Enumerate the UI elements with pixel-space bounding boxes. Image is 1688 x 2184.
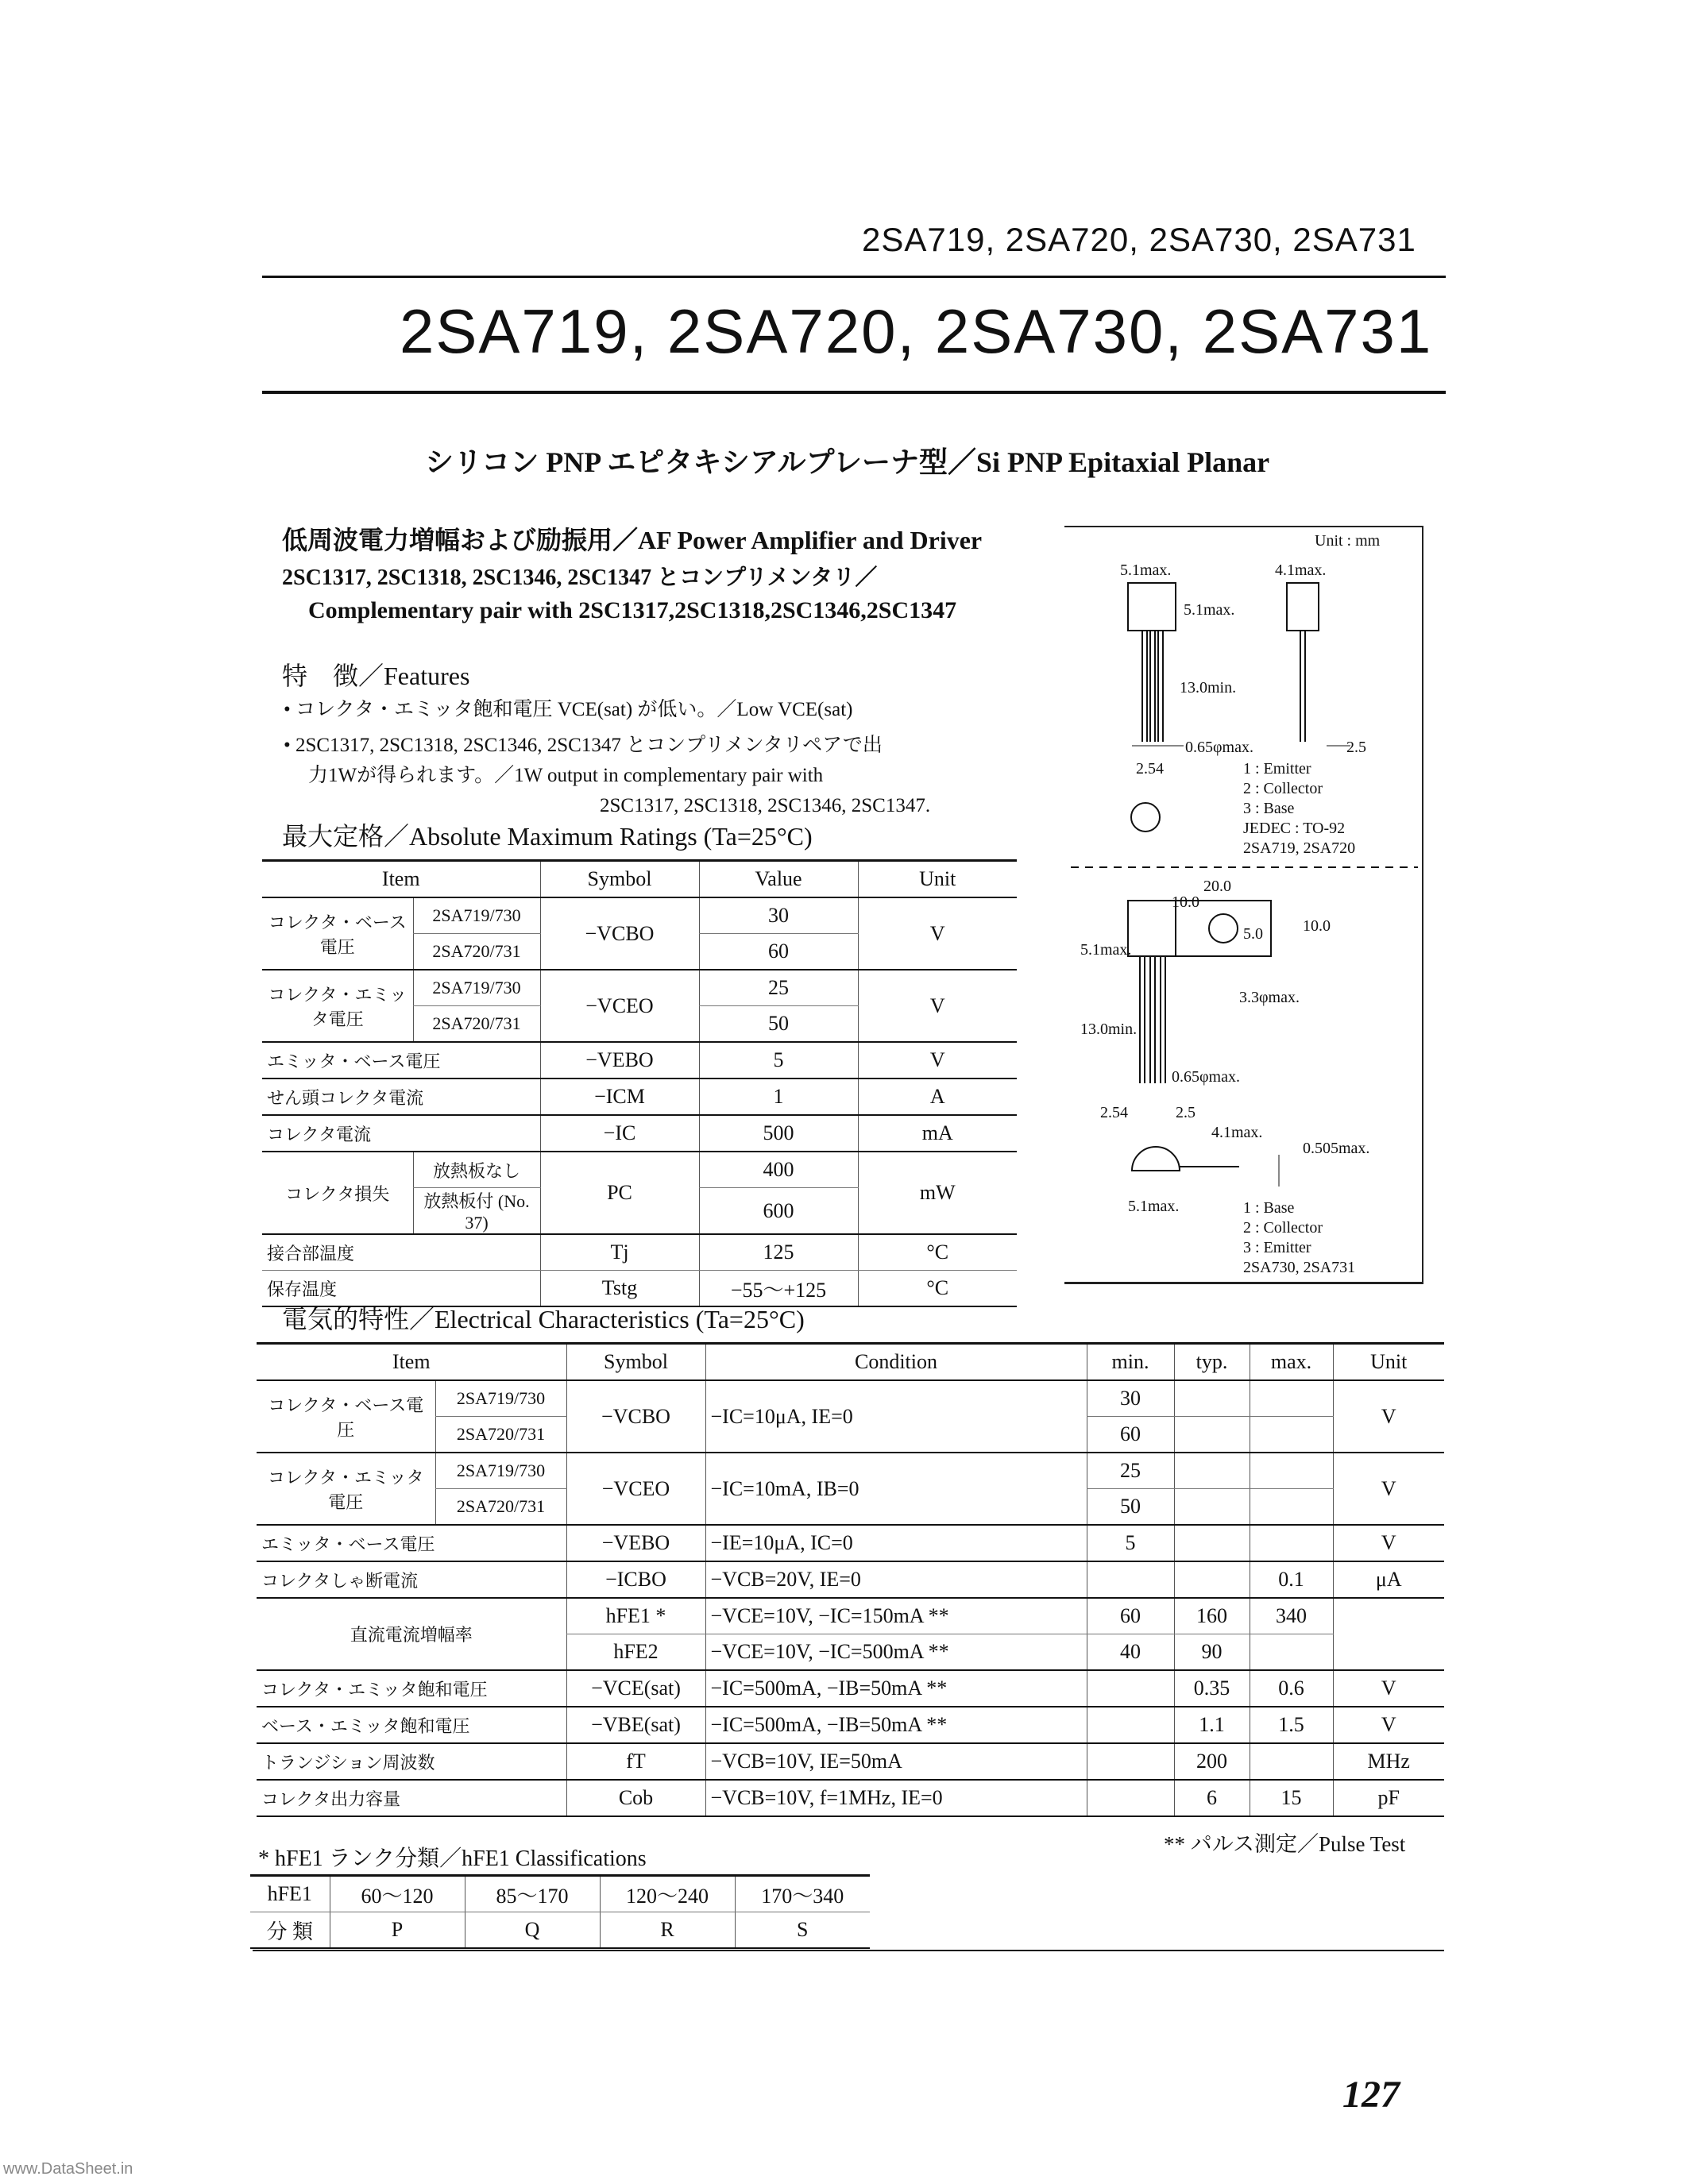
- dim-to92-pitch: 2.54: [1136, 760, 1164, 778]
- elec-hfe1-max: 340: [1250, 1598, 1333, 1634]
- row-vceo-symbol: −VCEO: [540, 970, 699, 1042]
- elec-vbesat-name: ベース・エミッタ飽和電圧: [257, 1707, 566, 1743]
- row-vebo-unit: V: [858, 1042, 1017, 1078]
- elec-vebo-typ: [1174, 1525, 1250, 1561]
- elec-icbo-name: コレクタしゃ断電流: [257, 1561, 566, 1598]
- elec-hfe-unit: [1333, 1598, 1444, 1670]
- features-item2c: 2SC1317, 2SC1318, 2SC1346, 2SC1347.: [600, 795, 931, 816]
- row-vebo-name: エミッタ・ベース電圧: [262, 1042, 540, 1078]
- application-line3: Complementary pair with 2SC1317,2SC1318,2SC1346,2SC1347: [308, 597, 957, 623]
- elec-ft-symbol: fT: [566, 1743, 705, 1780]
- elec-vcbo-min1: 30: [1087, 1380, 1174, 1417]
- elec-cob-condition: −VCB=10V, f=1MHz, IE=0: [705, 1780, 1087, 1816]
- elec-hfe2-symbol: hFE2: [566, 1634, 705, 1671]
- elec-hfe1-condition: −VCE=10V, −IC=150mA **: [705, 1598, 1087, 1634]
- row-pc-value1: 400: [699, 1152, 858, 1188]
- features-item2a: • 2SC1317, 2SC1318, 2SC1346, 2SC1347 とコンプリメンタリペアで出: [284, 735, 883, 756]
- elec-vbesat-min: [1087, 1707, 1174, 1743]
- elec-hfe2-condition: −VCE=10V, −IC=500mA **: [705, 1634, 1087, 1671]
- application-line1: 低周波電力増幅および励振用／AF Power Amplifier and Driver: [282, 526, 983, 554]
- elec-vcbo-typ2: [1174, 1417, 1250, 1453]
- elec-icbo-symbol: −ICBO: [566, 1561, 705, 1598]
- elec-vcbo-condition: −IC=10μA, IE=0: [705, 1380, 1087, 1453]
- row-tj-symbol: Tj: [540, 1234, 699, 1271]
- features-item2b: 力1Wが得られます。／1W output in complementary pair with: [308, 765, 824, 786]
- to126-pin1: 1 : Base: [1243, 1199, 1295, 1217]
- elec-vcesat-typ: 0.35: [1174, 1670, 1250, 1707]
- features-heading: 特 徴／Features: [282, 662, 470, 690]
- hfe-range-s: 170〜340: [735, 1876, 870, 1912]
- hfe-class-row2-label: 分 類: [250, 1912, 330, 1949]
- dim-to92-lead-dia: 0.65φmax.: [1185, 739, 1253, 756]
- elec-vceo-unit: V: [1333, 1453, 1444, 1525]
- dim-to92-body-height: 5.1max.: [1184, 601, 1235, 619]
- row-pc-value2: 600: [699, 1188, 858, 1235]
- hfe-class-row1-label: hFE1: [250, 1876, 330, 1912]
- elec-col-max: max.: [1250, 1344, 1333, 1381]
- features-item1: • コレクタ・エミッタ飽和電圧 VCE(sat) が低い。／Low VCE(sat): [284, 699, 853, 720]
- hfe-rank-r: R: [600, 1912, 735, 1949]
- to92-pin1: 1 : Emitter: [1243, 760, 1311, 778]
- elec-vcbo-model1: 2SA719/730: [435, 1380, 566, 1417]
- dim-to126-offset: 2.5: [1176, 1104, 1196, 1121]
- hfe-rank-p: P: [330, 1912, 465, 1949]
- elec-col-typ: typ.: [1174, 1344, 1250, 1381]
- row-tstg-symbol: Tstg: [540, 1271, 699, 1307]
- elec-icbo-unit: μA: [1333, 1561, 1444, 1598]
- package-outline-drawing: [1064, 527, 1422, 1282]
- to126-parts: 2SA730, 2SA731: [1243, 1259, 1356, 1276]
- elec-vbesat-symbol: −VBE(sat): [566, 1707, 705, 1743]
- row-vceo-unit: V: [858, 970, 1017, 1042]
- to92-body-side: [1287, 583, 1319, 631]
- dim-to92-lead-length: 13.0min.: [1180, 679, 1237, 696]
- row-vcbo-symbol: −VCBO: [540, 897, 699, 970]
- row-pc-symbol: PC: [540, 1152, 699, 1234]
- elec-vbesat-unit: V: [1333, 1707, 1444, 1743]
- elec-hfe2-typ: 90: [1174, 1634, 1250, 1671]
- elec-icbo-max: 0.1: [1250, 1561, 1333, 1598]
- elec-hfe1-min: 60: [1087, 1598, 1174, 1634]
- elec-ft-name: トランジション周波数: [257, 1743, 566, 1780]
- to126-pin2: 2 : Collector: [1243, 1219, 1323, 1237]
- row-vcbo-name: コレクタ・ベース電圧: [262, 897, 413, 970]
- elec-col-min: min.: [1087, 1344, 1174, 1381]
- hfe-class-table: [250, 1874, 870, 1949]
- row-pc-name: コレクタ損失: [262, 1152, 413, 1234]
- row-vceo-value1: 25: [699, 970, 858, 1006]
- row-pc-cond1: 放熱板なし: [413, 1152, 540, 1188]
- elec-vcbo-model2: 2SA720/731: [435, 1417, 566, 1453]
- row-vcbo-value1: 30: [699, 897, 858, 934]
- elec-vebo-condition: −IE=10μA, IC=0: [705, 1525, 1087, 1561]
- dim-to92-body-width: 5.1max.: [1120, 561, 1172, 579]
- hfe-rank-q: Q: [465, 1912, 600, 1949]
- elec-vceo-typ2: [1174, 1489, 1250, 1526]
- row-vceo-name: コレクタ・エミッタ電圧: [262, 970, 413, 1042]
- row-ic-unit: mA: [858, 1115, 1017, 1152]
- elec-vebo-unit: V: [1333, 1525, 1444, 1561]
- row-pc-unit: mW: [858, 1152, 1017, 1234]
- elec-vcbo-min2: 60: [1087, 1417, 1174, 1453]
- header-part-numbers: 2SA719, 2SA720, 2SA730, 2SA731: [862, 221, 1416, 258]
- dim-to126-hole-offset: 5.0: [1243, 925, 1263, 943]
- elec-vceo-min2: 50: [1087, 1489, 1174, 1526]
- dim-to92-offset: 2.5: [1346, 739, 1366, 756]
- dim-to126-body-width: 5.1max.: [1128, 1198, 1180, 1215]
- elec-cob-min: [1087, 1780, 1174, 1816]
- elec-col-unit: Unit: [1333, 1344, 1444, 1381]
- row-ic-value: 500: [699, 1115, 858, 1152]
- title-rule: [262, 391, 1446, 394]
- hfe-range-p: 60〜120: [330, 1876, 465, 1912]
- elec-cob-symbol: Cob: [566, 1780, 705, 1816]
- col-item: Item: [262, 861, 540, 898]
- dim-to126-lead-dia: 0.65φmax.: [1172, 1068, 1240, 1086]
- dim-to126-lead-length: 13.0min.: [1080, 1021, 1138, 1038]
- row-vcbo-model1: 2SA719/730: [413, 897, 540, 934]
- dim-to92-side-width: 4.1max.: [1275, 561, 1327, 579]
- to92-jedec: JEDEC : TO-92: [1243, 820, 1346, 837]
- elec-hfe2-min: 40: [1087, 1634, 1174, 1671]
- elec-vceo-condition: −IC=10mA, IB=0: [705, 1453, 1087, 1525]
- elec-col-condition: Condition: [705, 1344, 1087, 1381]
- elec-vcesat-symbol: −VCE(sat): [566, 1670, 705, 1707]
- row-vebo-value: 5: [699, 1042, 858, 1078]
- elec-vcbo-typ1: [1174, 1380, 1250, 1417]
- elec-vceo-typ1: [1174, 1453, 1250, 1489]
- to126-body: [1128, 901, 1176, 956]
- elec-vcesat-min: [1087, 1670, 1174, 1707]
- hfe-class-heading: * hFE1 ランク分類／hFE1 Classifications: [258, 1846, 647, 1871]
- row-icm-symbol: −ICM: [540, 1078, 699, 1115]
- elec-vceo-max1: [1250, 1453, 1333, 1489]
- elec-col-item: Item: [257, 1344, 566, 1381]
- header-rule: [262, 276, 1446, 278]
- dim-to126-hole: 3.3φmax.: [1239, 989, 1300, 1006]
- col-unit: Unit: [858, 861, 1017, 898]
- row-vceo-model2: 2SA720/731: [413, 1006, 540, 1043]
- row-tj-value: 125: [699, 1234, 858, 1271]
- elec-hfe2-max: [1250, 1634, 1333, 1671]
- application-line2: 2SC1317, 2SC1318, 2SC1346, 2SC1347 とコンプリメンタリ／: [282, 565, 878, 590]
- elec-vebo-symbol: −VEBO: [566, 1525, 705, 1561]
- elec-vceo-model2: 2SA720/731: [435, 1489, 566, 1526]
- col-value: Value: [699, 861, 858, 898]
- page-title: 2SA719, 2SA720, 2SA730, 2SA731: [400, 296, 1433, 366]
- row-vcbo-model2: 2SA720/731: [413, 934, 540, 970]
- dim-to126-depth: 4.1max.: [1211, 1124, 1263, 1141]
- watermark: www.DataSheet.in: [3, 2160, 133, 2178]
- dim-to126-pitch: 2.54: [1100, 1104, 1128, 1121]
- dim-to126-total-width: 20.0: [1203, 878, 1231, 895]
- elec-hfe-name: 直流電流増幅率: [257, 1598, 566, 1670]
- elec-cob-typ: 6: [1174, 1780, 1250, 1816]
- elec-vebo-min: 5: [1087, 1525, 1174, 1561]
- elec-ft-max: [1250, 1743, 1333, 1780]
- elec-cob-name: コレクタ出力容量: [257, 1780, 566, 1816]
- elec-vcesat-unit: V: [1333, 1670, 1444, 1707]
- row-tj-name: 接合部温度: [262, 1234, 540, 1271]
- elec-cob-unit: pF: [1333, 1780, 1444, 1816]
- footer-rule: [253, 1950, 1444, 1951]
- elec-col-symbol: Symbol: [566, 1344, 705, 1381]
- row-vceo-value2: 50: [699, 1006, 858, 1043]
- elec-vcesat-max: 0.6: [1250, 1670, 1333, 1707]
- elec-vceo-name: コレクタ・エミッタ電圧: [257, 1453, 435, 1525]
- elec-table: [257, 1342, 1444, 1817]
- elec-vcbo-max1: [1250, 1380, 1333, 1417]
- row-ic-symbol: −IC: [540, 1115, 699, 1152]
- elec-vbesat-condition: −IC=500mA, −IB=50mA **: [705, 1707, 1087, 1743]
- elec-vceo-max2: [1250, 1489, 1333, 1526]
- to92-pin3: 3 : Base: [1243, 800, 1295, 817]
- elec-vebo-name: エミッタ・ベース電圧: [257, 1525, 566, 1561]
- elec-vcbo-name: コレクタ・ベース電圧: [257, 1380, 435, 1453]
- row-icm-unit: A: [858, 1078, 1017, 1115]
- page-number: 127: [1342, 2074, 1400, 2116]
- dim-to126-tab-height: 10.0: [1303, 917, 1331, 935]
- elec-hfe1-symbol: hFE1 *: [566, 1598, 705, 1634]
- row-tstg-unit: °C: [858, 1271, 1017, 1307]
- elec-ft-min: [1087, 1743, 1174, 1780]
- diagram-unit: Unit : mm: [1315, 532, 1381, 550]
- package-outline-box: [1064, 526, 1423, 1284]
- to92-body-front: [1128, 583, 1176, 631]
- to92-parts: 2SA719, 2SA720: [1243, 839, 1356, 857]
- elec-heading: 電気的特性／Electrical Characteristics (Ta=25°C): [282, 1305, 805, 1333]
- row-pc-cond2: 放熱板付 (No. 37): [413, 1188, 540, 1235]
- elec-icbo-min: [1087, 1561, 1174, 1598]
- elec-hfe1-typ: 160: [1174, 1598, 1250, 1634]
- elec-vceo-symbol: −VCEO: [566, 1453, 705, 1525]
- row-tstg-value: −55〜+125: [699, 1271, 858, 1307]
- elec-ft-unit: MHz: [1333, 1743, 1444, 1780]
- hfe-range-r: 120〜240: [600, 1876, 735, 1912]
- to126-pin3: 3 : Emitter: [1243, 1239, 1311, 1256]
- pulse-test-note: ** パルス測定／Pulse Test: [1164, 1832, 1406, 1856]
- dim-to126-tab-width: 10.0: [1172, 893, 1199, 911]
- elec-cob-max: 15: [1250, 1780, 1333, 1816]
- dim-to126-body-height: 5.1max.: [1080, 941, 1132, 959]
- row-vceo-model1: 2SA719/730: [413, 970, 540, 1006]
- subtitle: シリコン PNP エピタキシアルプレーナ型／Si PNP Epitaxial Planar: [425, 446, 1270, 478]
- elec-vcbo-symbol: −VCBO: [566, 1380, 705, 1453]
- row-tj-unit: °C: [858, 1234, 1017, 1271]
- elec-vbesat-max: 1.5: [1250, 1707, 1333, 1743]
- elec-icbo-typ: [1174, 1561, 1250, 1598]
- elec-vceo-model1: 2SA719/730: [435, 1453, 566, 1489]
- row-vcbo-value2: 60: [699, 934, 858, 970]
- dim-to126-thickness: 0.505max.: [1303, 1140, 1370, 1157]
- hfe-range-q: 85〜170: [465, 1876, 600, 1912]
- elec-vebo-max: [1250, 1525, 1333, 1561]
- elec-icbo-condition: −VCB=20V, IE=0: [705, 1561, 1087, 1598]
- row-vcbo-unit: V: [858, 897, 1017, 970]
- elec-ft-condition: −VCB=10V, IE=50mA: [705, 1743, 1087, 1780]
- row-tstg-name: 保存温度: [262, 1271, 540, 1307]
- row-ic-name: コレクタ電流: [262, 1115, 540, 1152]
- elec-vcbo-max2: [1250, 1417, 1333, 1453]
- elec-vceo-min1: 25: [1087, 1453, 1174, 1489]
- elec-vbesat-typ: 1.1: [1174, 1707, 1250, 1743]
- col-symbol: Symbol: [540, 861, 699, 898]
- abs-max-heading: 最大定格／Absolute Maximum Ratings (Ta=25°C): [282, 822, 813, 851]
- row-icm-value: 1: [699, 1078, 858, 1115]
- elec-vcesat-condition: −IC=500mA, −IB=50mA **: [705, 1670, 1087, 1707]
- elec-vcbo-unit: V: [1333, 1380, 1444, 1453]
- row-vebo-symbol: −VEBO: [540, 1042, 699, 1078]
- row-icm-name: せん頭コレクタ電流: [262, 1078, 540, 1115]
- hfe-rank-s: S: [735, 1912, 870, 1949]
- to92-pin2: 2 : Collector: [1243, 780, 1323, 797]
- abs-max-table: [262, 859, 1017, 1307]
- elec-vcesat-name: コレクタ・エミッタ飽和電圧: [257, 1670, 566, 1707]
- elec-ft-typ: 200: [1174, 1743, 1250, 1780]
